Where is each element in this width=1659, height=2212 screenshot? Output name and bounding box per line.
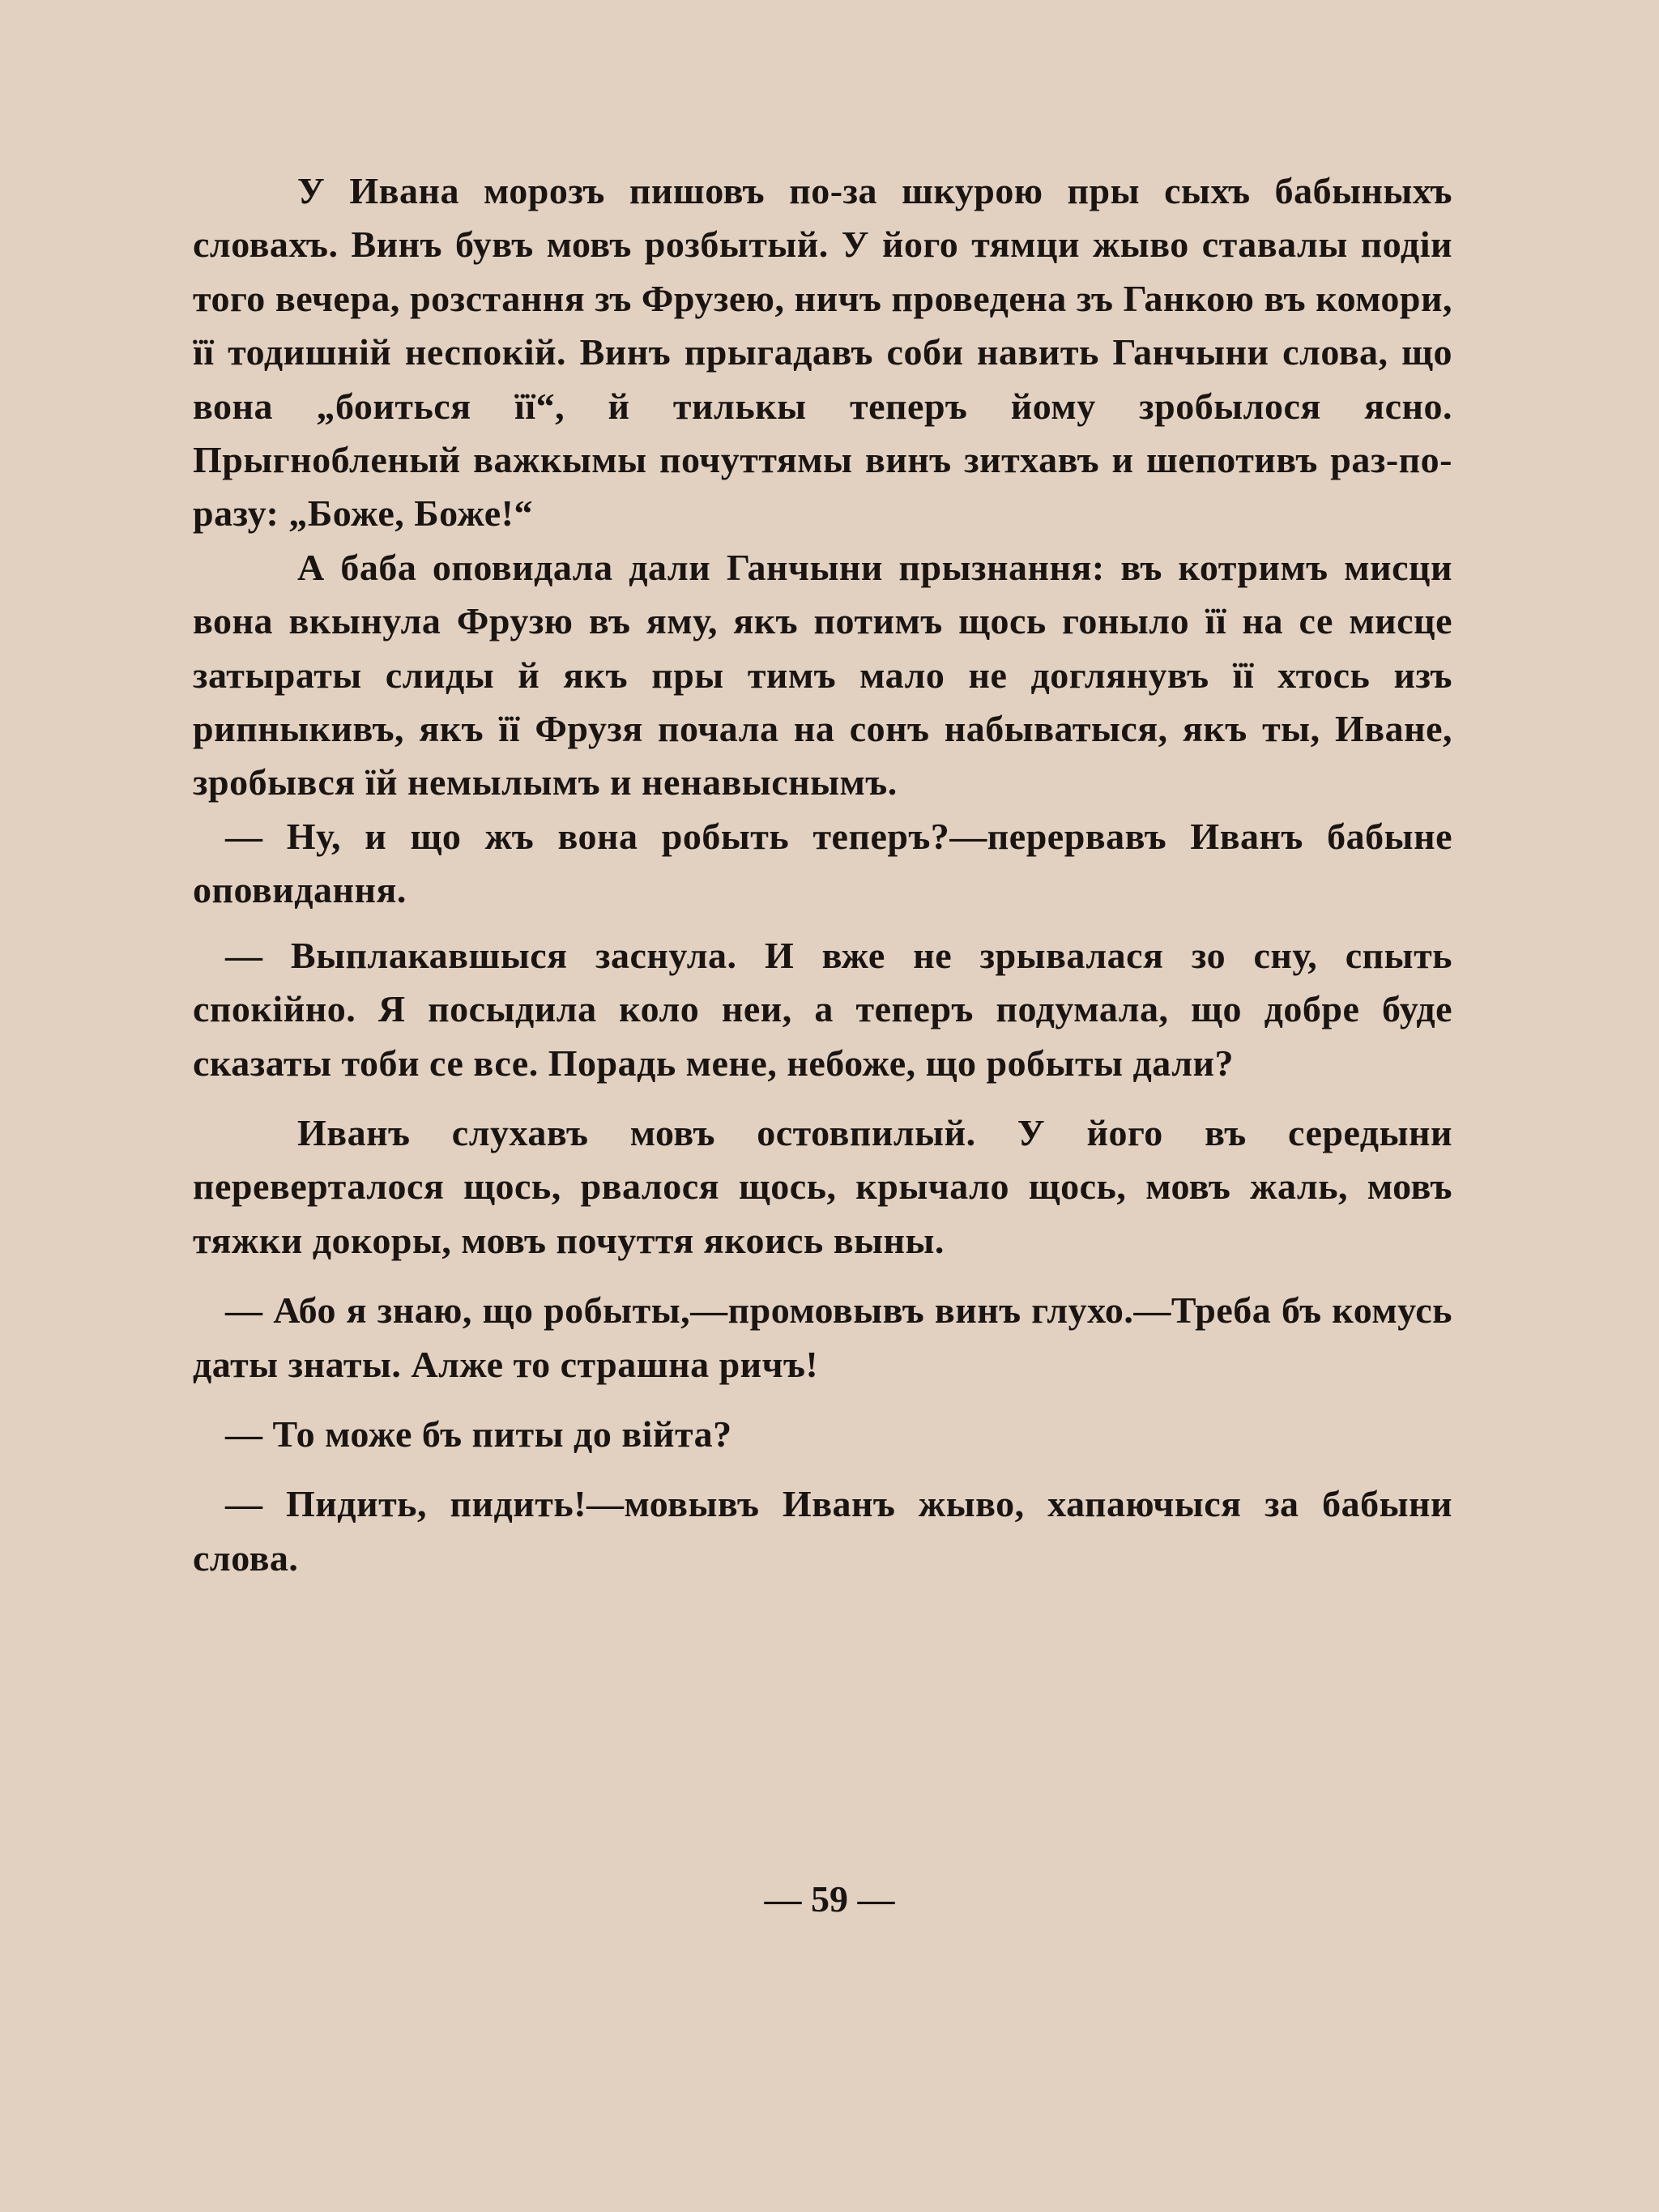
paragraph-5: Иванъ слухавъ мовъ остовпилый. У його въ середыни переверталося щось, рвалося щось, крычало щось, мовъ жаль, мовъ тяжки докоры, мовъ почуття якоись выны.	[193, 1111, 1452, 1261]
paragraph-6: — Або я знаю, що робыты,—промовывъ винъ глухо.—Треба бъ комусь даты знаты. Алже то страшна ричъ!	[193, 1289, 1452, 1385]
page-text	[193, 164, 1452, 1585]
paragraph-8: — Пидить, пидить!—мовывъ Иванъ жыво, хапаючыся за бабыни слова.	[193, 1483, 1452, 1579]
paragraph-1: У Ивана морозъ пишовъ по-за шкурою пры сыхъ бабыныхъ словахъ. Винъ бувъ мовъ розбытый. У його тямци жыво ставалы подіи того вечера, розстання зъ Фрузею, ничъ проведена зъ Ганкою въ комори, її тодишній неспокій. Винъ прыгадавъ соби навить Ганчыни слова, що вона „боиться її“, й тилькы теперъ йому зробылося ясно. Прыгнобленый важкымы почуттямы винъ зитхавъ и шепотивъ раз-по-разу: „Боже, Боже!“	[193, 170, 1452, 535]
page-number: — 59 —	[764, 1878, 895, 1920]
paragraph-7: — То може бъ питы до війта?	[225, 1413, 732, 1455]
paragraph-3: — Ну, и що жъ вона робыть теперъ?—перервавъ Иванъ бабыне оповидання.	[193, 815, 1452, 911]
paragraph-2: А баба оповидала дали Ганчыни прызнання: въ котримъ мисци вона вкынула Фрузю въ яму, якъ потимъ щось гоныло її на се мисце затыраты слиды й якъ пры тимъ мало не доглянувъ її хтось изъ рипныкивъ, якъ її Фрузя почала на сонъ набыватыся, якъ ты, Иване, зробывся їй немылымъ и ненавыснымъ.	[193, 546, 1452, 803]
paragraph-4: — Выплакавшыся заснула. И вже не зрывалася зо сну, спыть спокійно. Я посыдила коло неи, а теперъ подумала, що добре буде сказаты тоби се все. Порадь мене, небоже, що робыты дали?	[193, 934, 1452, 1084]
